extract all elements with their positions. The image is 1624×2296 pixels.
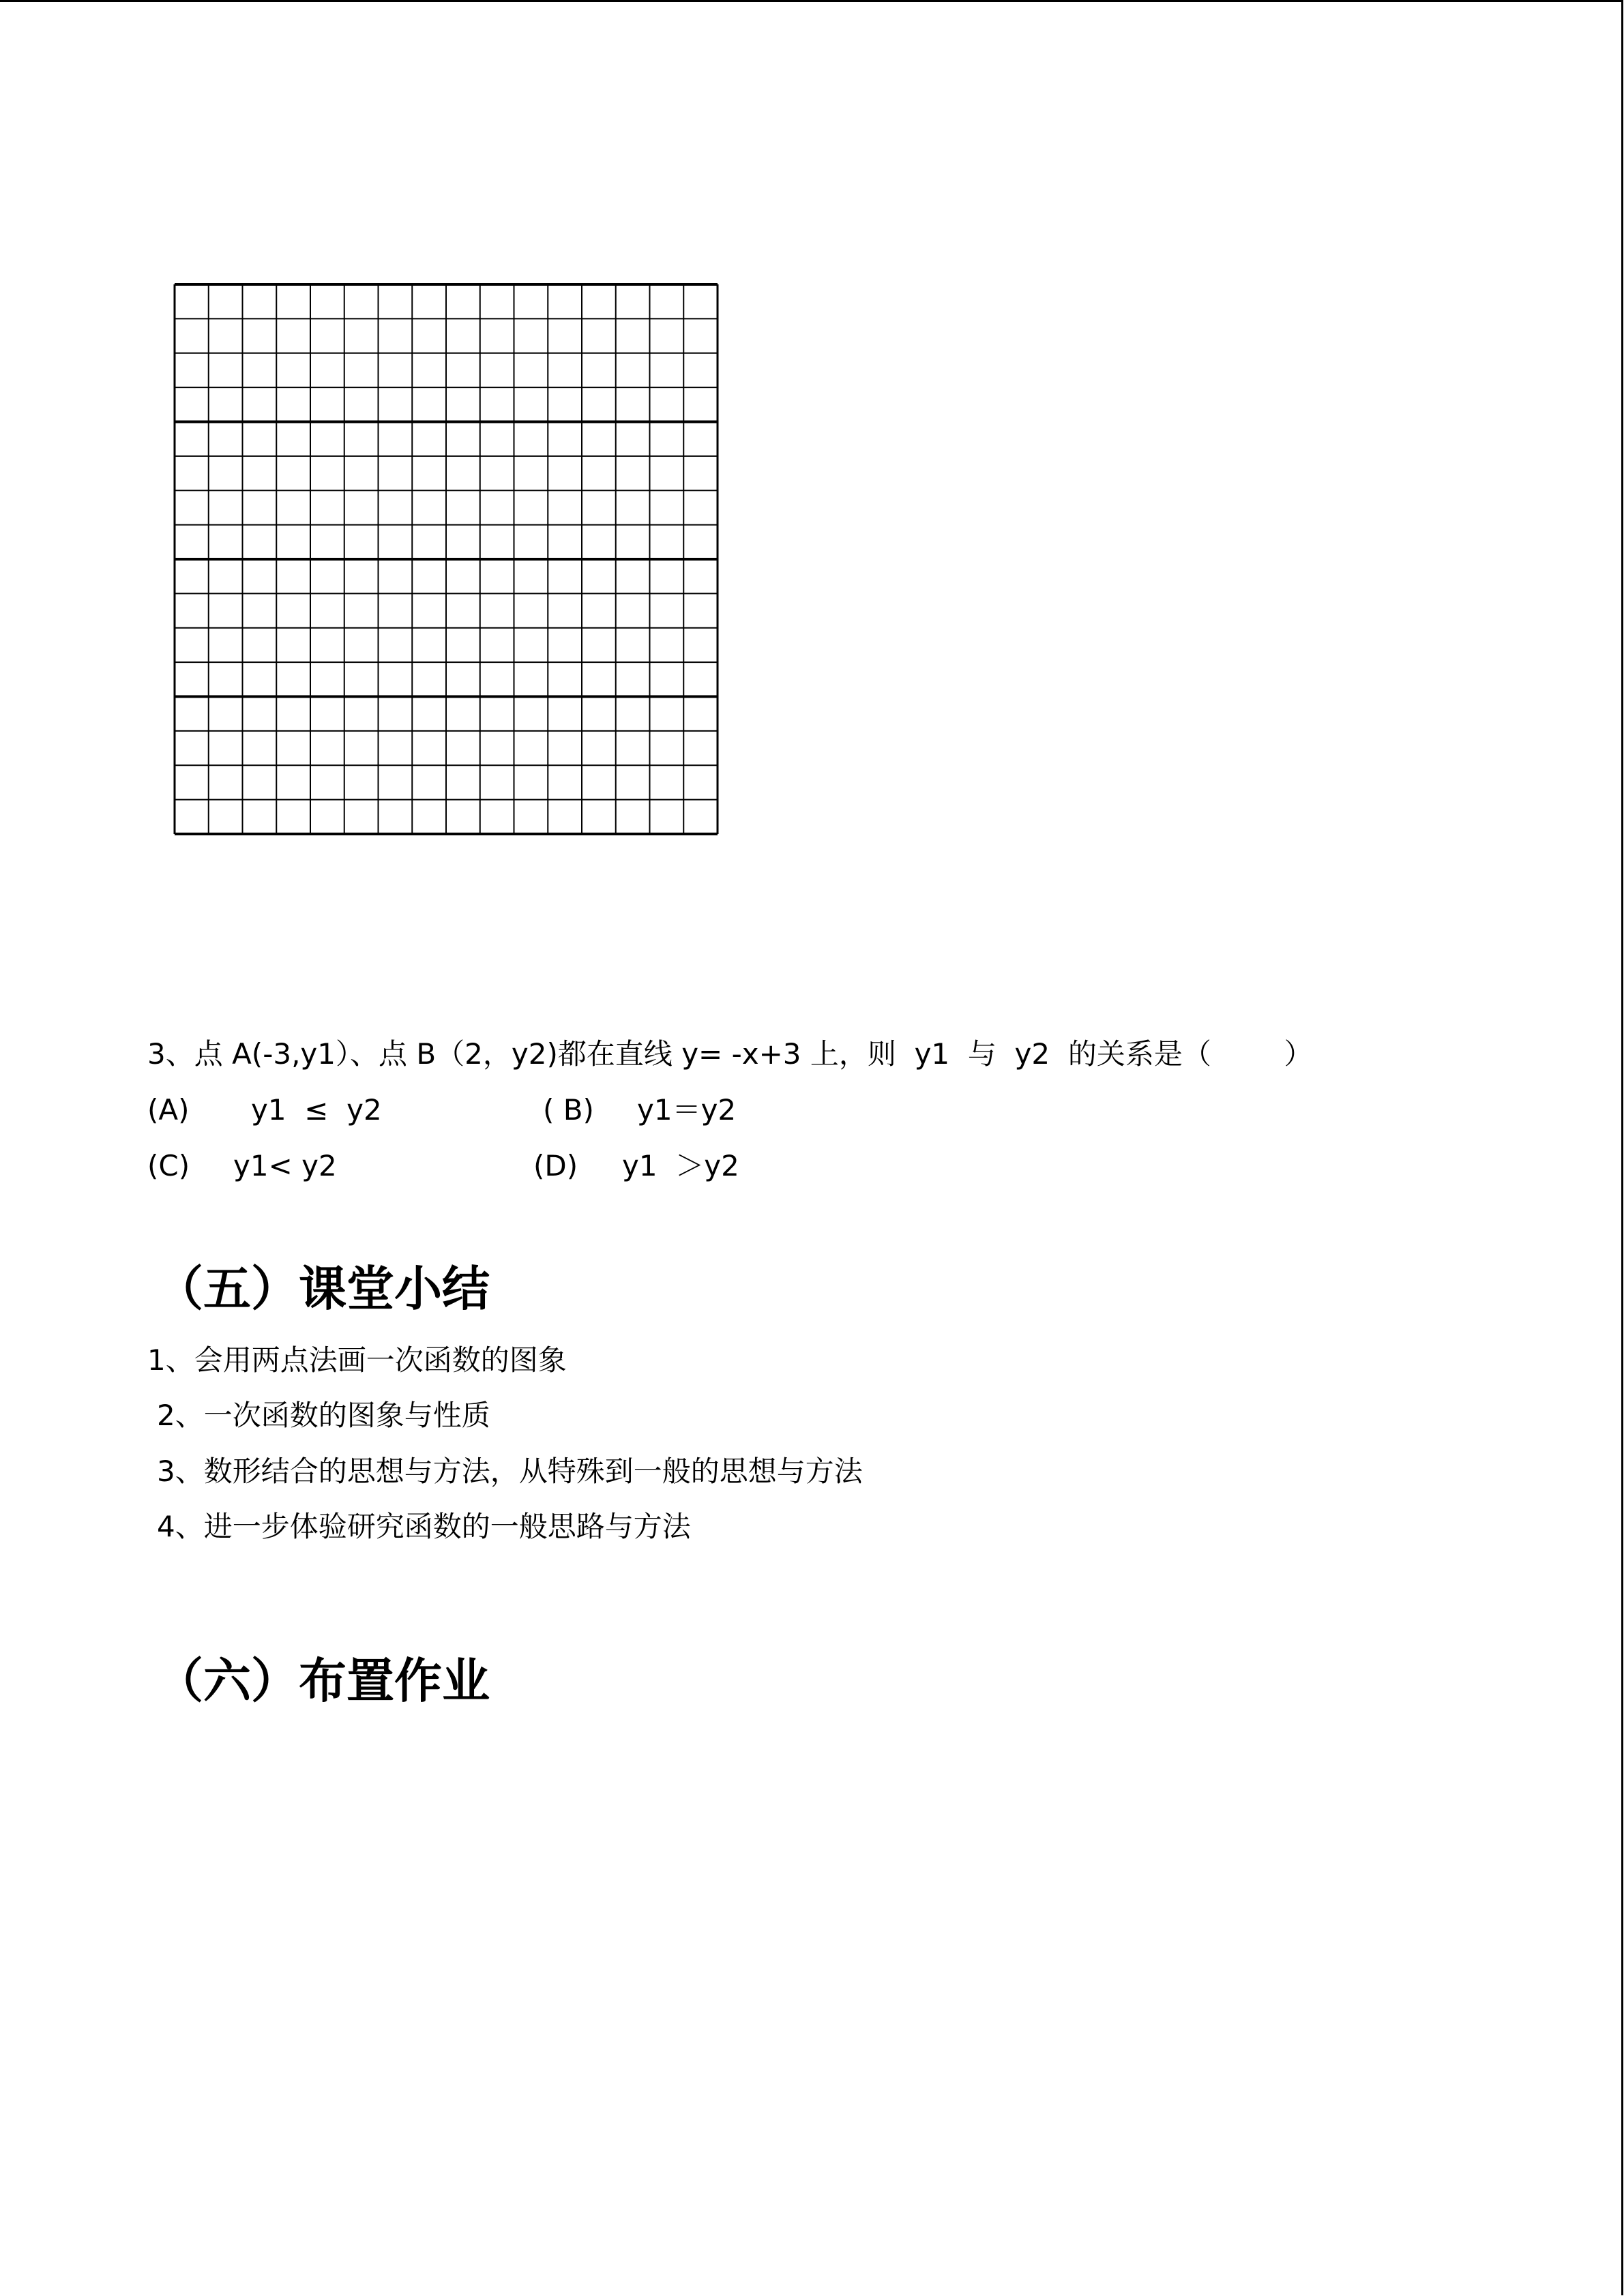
graph-paper-grid bbox=[175, 284, 718, 834]
option-c-letter: (C) bbox=[147, 1149, 190, 1182]
summary-item-4: 4、进一步体验研究函数的一般思路与方法 bbox=[157, 1510, 691, 1543]
section-5-heading: （五）课堂小结 bbox=[156, 1260, 490, 1317]
option-a-text: y1 ≤ y2 bbox=[251, 1093, 382, 1127]
option-b-letter: ( B) bbox=[543, 1093, 594, 1127]
option-c-text: y1< y2 bbox=[233, 1149, 337, 1182]
option-d-text: y1 ＞y2 bbox=[622, 1149, 739, 1182]
summary-item-1: 1、会用两点法画一次函数的图象 bbox=[147, 1343, 567, 1377]
summary-item-3: 3、数形结合的思想与方法，从特殊到一般的思想与方法 bbox=[157, 1455, 863, 1488]
section-6-heading: （六）布置作业 bbox=[156, 1652, 490, 1709]
question-3-stem: 3、点 A(-3,y1）、点 B（2，y2)都在直线 y= -x+3 上，则 y1 与 y2 的关系是（ ） bbox=[147, 1037, 1313, 1071]
option-a-letter: (A) bbox=[147, 1093, 190, 1127]
option-d-letter: (D) bbox=[533, 1149, 578, 1182]
option-b-text: y1＝y2 bbox=[637, 1093, 737, 1127]
summary-item-2: 2、一次函数的图象与性质 bbox=[157, 1399, 490, 1432]
